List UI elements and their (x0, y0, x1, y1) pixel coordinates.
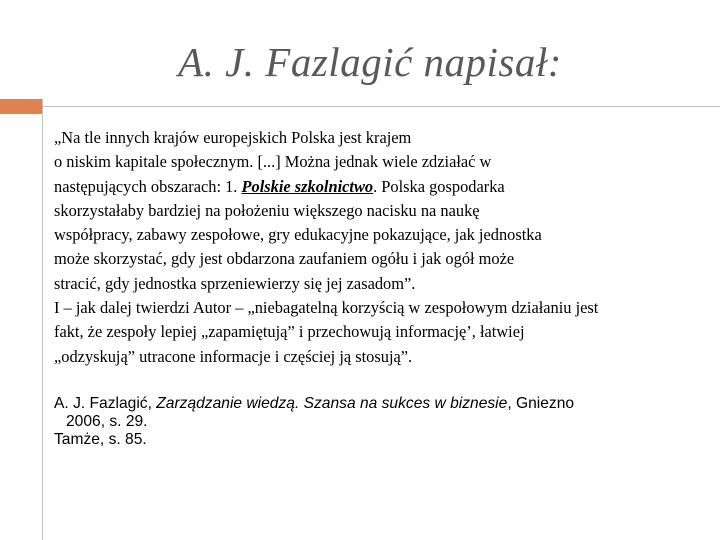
reference-1-continued: 2006, s. 29. (66, 413, 148, 430)
quote-text: następujących obszarach: 1. (54, 176, 242, 196)
emphasis-text: Polskie szkolnictwo (241, 176, 374, 196)
reference-2: Tamże, s. 85. (54, 431, 147, 448)
quote-line (54, 175, 714, 199)
quote-line: o niskim kapitale społecznym. [...] Można jednak wiele zdziałać w (54, 152, 492, 172)
reference-title: Zarządzanie wiedzą. Szansa na sukces w biznesie (156, 395, 508, 412)
vertical-divider (42, 99, 43, 540)
horizontal-divider (42, 106, 720, 107)
quote-line: współpracy, zabawy zespołowe, gry edukacyjne pokazujące, jak jednostka (54, 225, 542, 245)
references (54, 395, 714, 449)
quote-line: „odzyskują” utracone informacje i częściej ją stosują”. (54, 346, 413, 366)
accent-bar (0, 99, 42, 114)
reference-rest: , Gniezno (507, 395, 575, 412)
quote-line: I – jak dalej twierdzi Autor – „niebagatelną korzyścią w zespołowym działaniu jest (54, 298, 599, 318)
quote-block (54, 126, 714, 369)
quote-line: „Na tle innych krajów europejskich Polska jest krajem (54, 128, 412, 147)
quote-line: fakt, że zespoły lepiej „zapamiętują” i przechowują informację’, łatwiej (54, 322, 525, 342)
quote-text: . Polska gospodarka (373, 176, 505, 196)
quote-line: skorzystałaby bardziej na położeniu większego nacisku na naukę (54, 200, 480, 220)
reference-author: A. J. Fazlagić, (54, 395, 157, 412)
quote-line: stracić, gdy jednostka sprzeniewierzy się jej zasadom”. (54, 273, 416, 293)
reference-1 (54, 395, 714, 413)
quote-line: może skorzystać, gdy jest obdarzona zaufaniem ogółu i jak ogół może (54, 249, 515, 269)
slide-title: A. J. Fazlagić napisał: (178, 39, 562, 85)
